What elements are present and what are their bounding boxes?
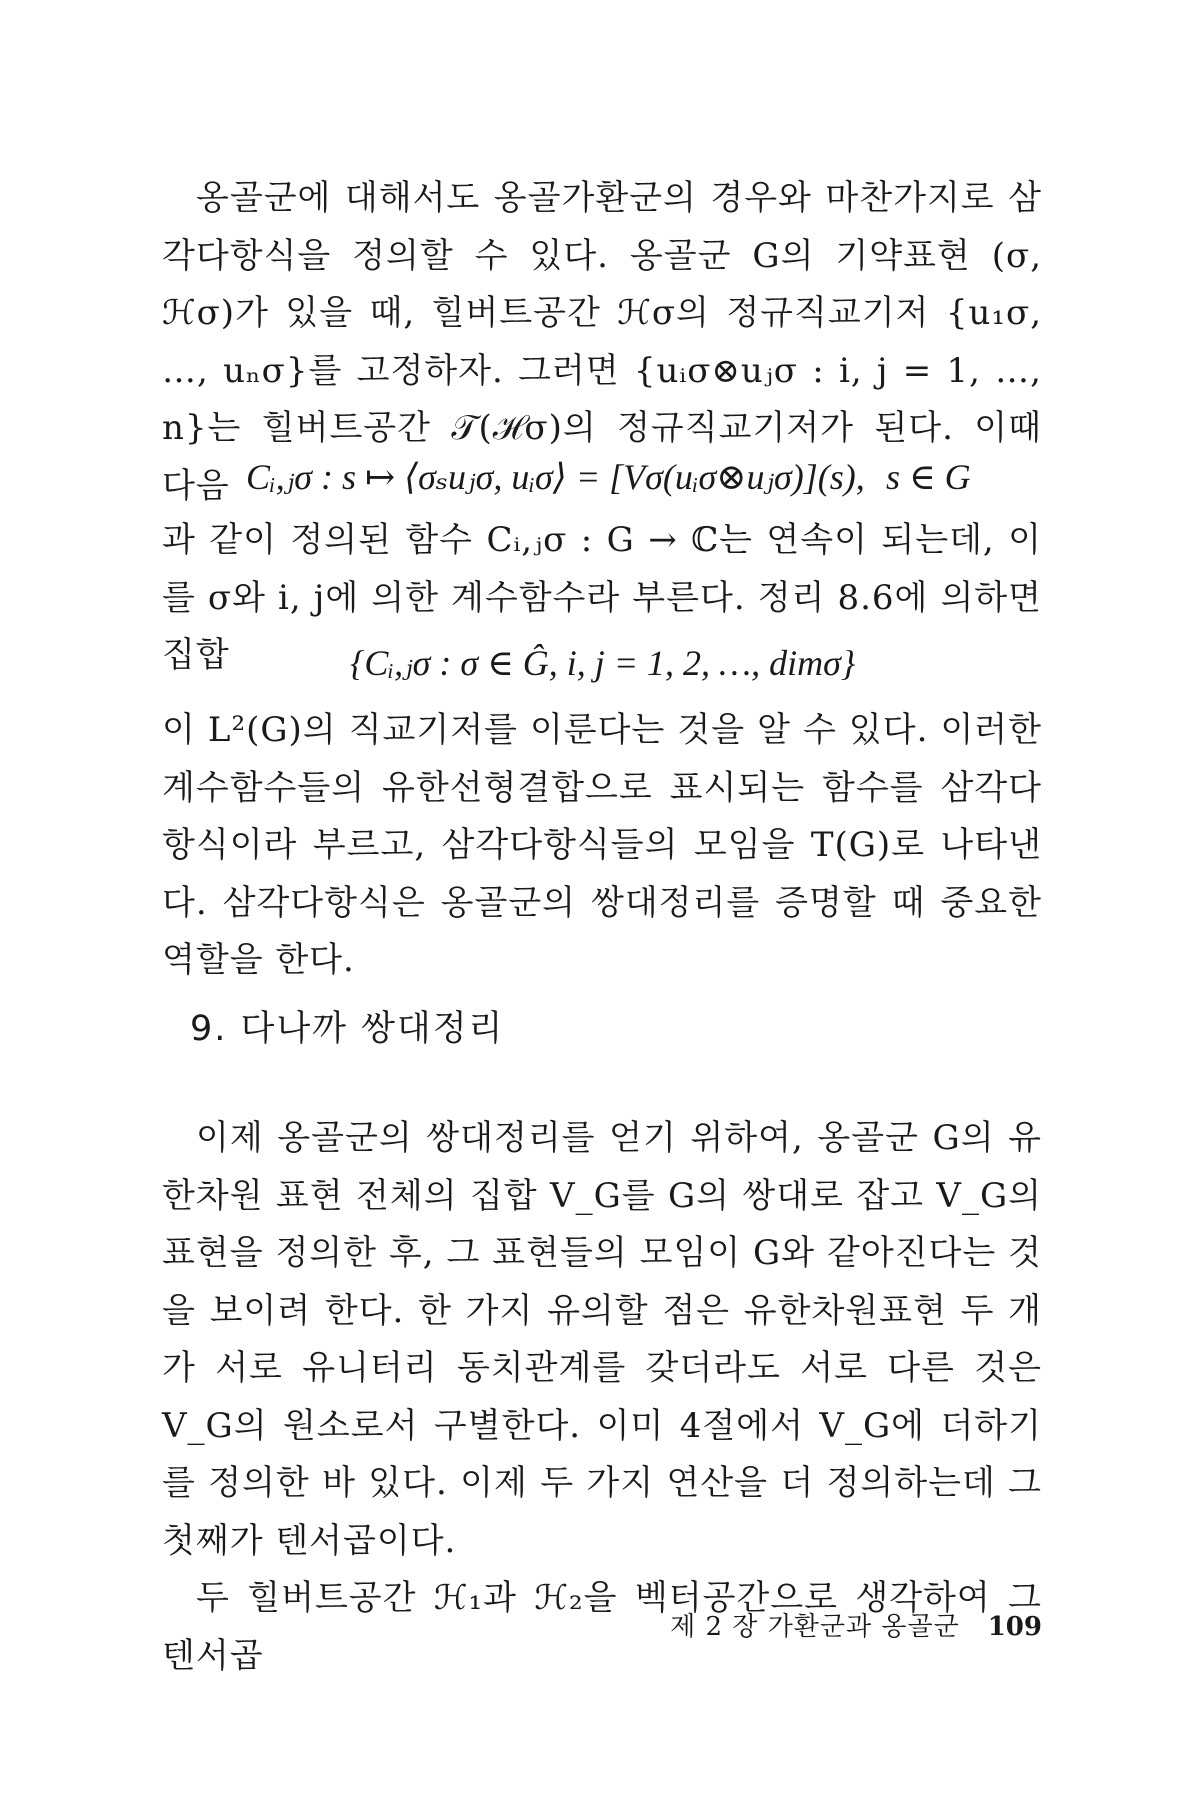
paragraph-block-duality	[162, 1110, 1042, 1685]
equation-coefficient-function: Cᵢ,ⱼσ : s ↦ ⟨σₛuⱼσ, uᵢσ⟩ = [Vσ(uᵢσ⊗uⱼσ)](s),	[246, 457, 865, 497]
page-footer	[670, 1606, 1042, 1643]
paragraph-trigonometric-polynomial-intro: 옹골군에 대해서도 옹골가환군의 경우와 마찬가지로 삼각다항식을 정의할 수 있다. 옹골군 G의 기약표현 (σ, ℋσ)가 있을 때, 힐버트공간 ℋσ의 정규직교기저 {u₁σ, …, uₙσ}를 고정하자. 그러면 {uᵢσ⊗uⱼσ : i, j = 1, …, n}는 힐버트공간 𝒯(ℋσ)의 정규직교기저가 된다. 이때 다음	[162, 178, 1042, 506]
paragraph-tensor-product: 두 힐버트공간 ℋ₁과 ℋ₂을 벡터공간으로 생각하여 그 텐서곱	[162, 1578, 1042, 1676]
paragraph-coefficient-definition: 과 같이 정의된 함수 Cᵢ,ⱼσ : G → ℂ는 연속이 되는데, 이를 σ와 i, j에 의한 계수함수라 부른다. 정리 8.6에 의하면 집합	[162, 520, 1042, 675]
running-chapter-title: 제 2 장 가환군과 옹골군	[670, 1612, 960, 1642]
paragraph-block-orthogonal	[162, 606, 1042, 990]
equation-orthogonal-basis-set: {Cᵢ,ⱼσ : σ ∈ Ĝ, i, j = 1, 2, …, dimσ}	[350, 643, 856, 683]
equation-condition: s ∈ G	[886, 457, 971, 497]
paragraph-duality-intro: 이제 옹골군의 쌍대정리를 얻기 위하여, 옹골군 G의 유한차원 표현 전체의 집합 V_G를 G의 쌍대로 잡고 V_G의 표현을 정의한 후, 그 표현들의 모임이 G와 같아진다는 것을 보이려 한다. 한 가지 유의할 점은 유한차원표현 두 개가 서로 유니터리 동치관계를 갖더라도 서로 다른 것은 V_G의 원소로서 구별한다. 이미 4절에서 V_G에 더하기를 정의한 바 있다. 이제 두 가지 연산을 더 정의하는데 그 첫째가 텐서곱이다.	[162, 1118, 1042, 1561]
paragraph-orthogonal-basis: 이 L²(G)의 직교기저를 이룬다는 것을 알 수 있다. 이러한 계수함수들의 유한선형결합으로 표시되는 함수를 삼각다항식이라 부르고, 삼각다항식들의 모임을 T(G)로 나타낸다. 삼각다항식은 옹골군의 쌍대정리를 증명할 때 중요한 역할을 한다.	[162, 710, 1042, 980]
page-number: 109	[987, 1612, 1042, 1642]
section-heading: 9. 다나까 쌍대정리	[190, 1009, 505, 1049]
